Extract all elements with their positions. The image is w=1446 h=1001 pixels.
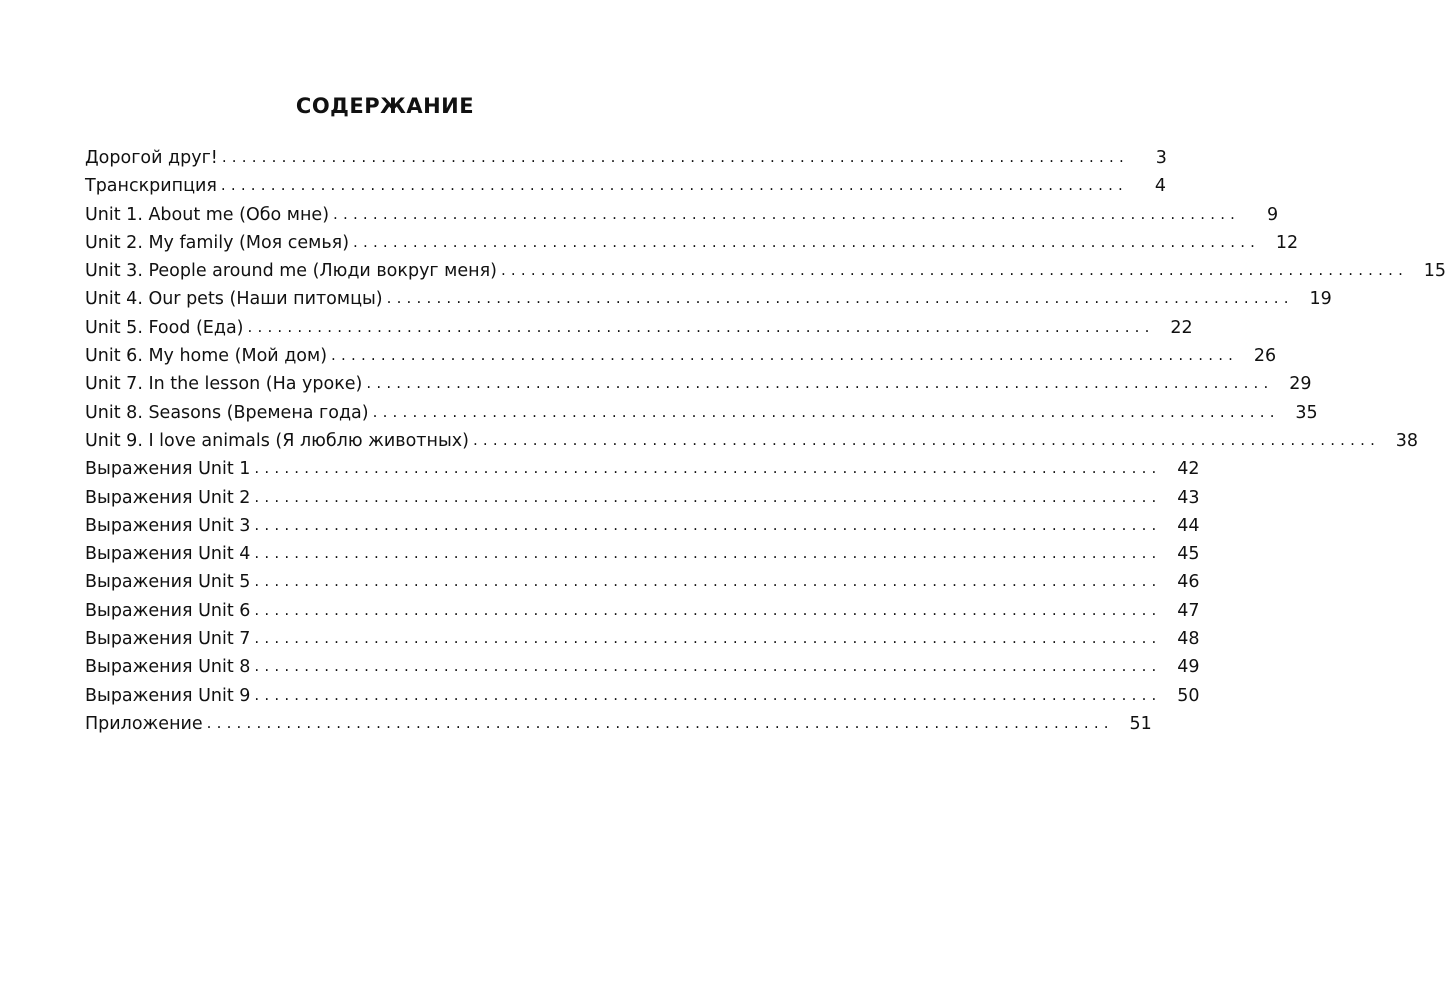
toc-page-number: 50	[1177, 685, 1200, 706]
toc-entry-label: Выражения Unit 3	[85, 515, 251, 536]
dot-leader: ...........................................................................................	[220, 176, 1128, 195]
toc-entry-label: Транскрипция	[85, 176, 217, 197]
toc-entry-label: Приложение	[85, 713, 203, 734]
dot-leader: ...........................................................................................	[353, 232, 1261, 251]
dot-leader: ...........................................................................................	[221, 148, 1129, 166]
dot-leader: ...........................................................................................	[254, 515, 1162, 534]
dot-leader: ...........................................................................................	[372, 402, 1280, 421]
toc-page-number: 29	[1289, 374, 1312, 395]
toc-page-number: 42	[1177, 459, 1200, 480]
toc-entry[interactable]	[85, 455, 1200, 483]
toc-entry[interactable]	[85, 201, 1279, 229]
toc-page-number: 26	[1253, 346, 1277, 367]
toc-entry-label: Выражения Unit 1	[85, 459, 251, 480]
dot-leader: ...........................................................................................	[254, 629, 1162, 648]
toc-entry[interactable]	[85, 427, 1419, 455]
dot-leader: ...........................................................................................	[254, 600, 1162, 619]
toc-page-number: 3	[1155, 148, 1167, 168]
toc-page-number: 46	[1177, 572, 1200, 593]
dot-leader: ...........................................................................................	[254, 487, 1162, 506]
toc-entry-label: Unit 6. My home (Мой дом)	[85, 346, 328, 367]
toc-entry-label: Unit 2. My family (Моя семья)	[85, 232, 350, 253]
dot-leader: ...........................................................................................	[386, 289, 1294, 308]
toc-page-number: 43	[1177, 487, 1200, 508]
dot-leader: ...........................................................................................	[206, 713, 1114, 732]
toc-page-number: 38	[1395, 430, 1419, 451]
toc-entry[interactable]	[85, 540, 1200, 568]
toc-page-number: 15	[1423, 261, 1446, 282]
dot-leader: ...........................................................................................	[366, 374, 1274, 393]
toc-entry[interactable]	[85, 314, 1193, 342]
toc-page-number: 19	[1309, 289, 1332, 310]
toc-entry-label: Выражения Unit 6	[85, 600, 251, 621]
toc-entry[interactable]	[85, 682, 1200, 710]
toc-entry-label: Дорогой друг!	[85, 148, 218, 168]
toc-entry[interactable]	[85, 370, 1312, 398]
toc-entry-label: Unit 5. Food (Еда)	[85, 317, 244, 338]
toc-entry[interactable]	[85, 512, 1200, 540]
dot-leader: ...........................................................................................	[254, 685, 1162, 704]
toc-entry[interactable]	[85, 625, 1200, 653]
toc-entry[interactable]	[85, 229, 1299, 257]
dot-leader: ...........................................................................................	[500, 261, 1409, 280]
toc-entry-label: Выражения Unit 7	[85, 629, 251, 650]
toc-page-number: 49	[1177, 657, 1200, 678]
dot-leader: ...........................................................................................	[331, 346, 1239, 365]
dot-leader: ...........................................................................................	[254, 459, 1162, 478]
dot-leader: ...........................................................................................	[254, 657, 1162, 676]
toc-entry[interactable]	[85, 597, 1200, 625]
toc-entry-label: Выражения Unit 8	[85, 657, 251, 678]
toc-entry[interactable]	[85, 257, 1446, 285]
toc-page-number: 12	[1275, 232, 1299, 253]
toc-entry-label: Unit 7. In the lesson (На уроке)	[85, 374, 363, 395]
dot-leader: ...........................................................................................	[333, 204, 1241, 223]
table-of-contents	[85, 144, 1446, 738]
toc-entry-label: Unit 9. I love animals (Я люблю животных)	[85, 430, 469, 451]
toc-entry-label: Выражения Unit 5	[85, 572, 251, 593]
toc-entry[interactable]	[85, 285, 1332, 313]
toc-page-number: 44	[1177, 515, 1200, 536]
toc-entry[interactable]	[85, 399, 1318, 427]
dot-leader: ...........................................................................................	[472, 430, 1381, 449]
toc-page-number: 9	[1266, 204, 1279, 225]
toc-entry[interactable]	[85, 710, 1152, 738]
toc-entry[interactable]	[85, 484, 1200, 512]
toc-entry-label: Выражения Unit 4	[85, 544, 251, 565]
toc-entry[interactable]	[85, 568, 1200, 596]
toc-entry-label: Unit 1. About me (Обо мне)	[85, 204, 330, 225]
toc-page-number: 45	[1177, 544, 1200, 565]
toc-entry[interactable]	[85, 144, 1167, 172]
toc-page-number: 4	[1154, 176, 1166, 197]
toc-page-number: 48	[1177, 629, 1200, 650]
toc-page-number: 35	[1295, 402, 1318, 423]
toc-entry-label: Unit 4. Our pets (Наши питомцы)	[85, 289, 383, 310]
page-title: СОДЕРЖАНИЕ	[295, 94, 475, 118]
toc-page-number: 51	[1129, 713, 1152, 734]
toc-page-number: 22	[1170, 317, 1193, 338]
toc-entry-label: Выражения Unit 9	[85, 685, 251, 706]
dot-leader: ...........................................................................................	[254, 544, 1162, 563]
toc-entry[interactable]	[85, 342, 1277, 370]
toc-page-number: 47	[1177, 600, 1200, 621]
toc-entry-label: Unit 3. People around me (Люди вокруг меня)	[85, 261, 497, 282]
dot-leader: ...........................................................................................	[254, 572, 1162, 591]
toc-entry[interactable]	[85, 172, 1166, 200]
toc-entry-label: Unit 8. Seasons (Времена года)	[85, 402, 369, 423]
toc-entry-label: Выражения Unit 2	[85, 487, 251, 508]
toc-entry[interactable]	[85, 653, 1200, 681]
dot-leader: ...........................................................................................	[247, 317, 1155, 336]
